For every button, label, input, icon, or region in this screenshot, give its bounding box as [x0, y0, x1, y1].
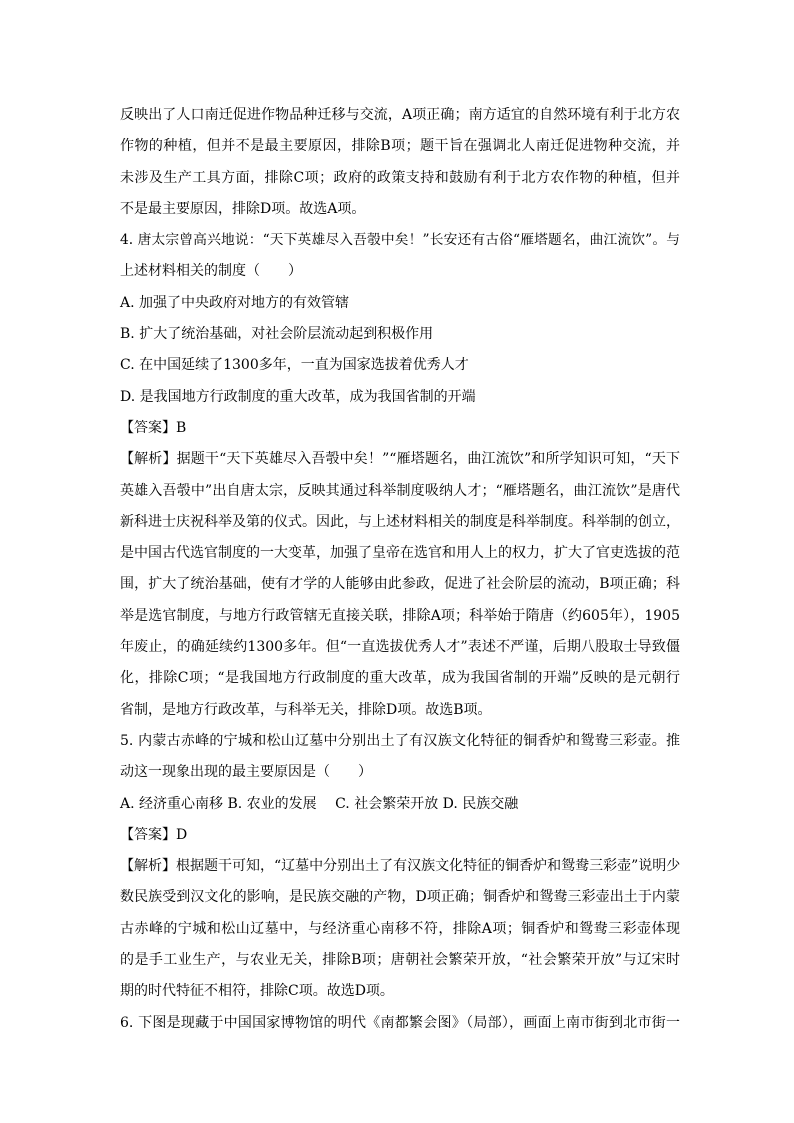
text-line: 反映出了人口南迁促进作物品种迁移与交流，A项正确；南方适宜的自然环境有利于北方农 — [120, 107, 680, 123]
text-line: 数民族受到汉文化的影响，是民族交融的产物，D项正确；铜香炉和鸳鸯三彩壶出土于内蒙 — [120, 889, 680, 906]
question-4-stem-end: 上述材料相关的制度（ ） — [120, 263, 302, 280]
question-4-option-c: C. 在中国延续了1300多年，一直为国家选拔着优秀人才 — [120, 357, 469, 374]
question-4-option-d: D. 是我国地方行政制度的重大改革，成为我国省制的开端 — [120, 388, 476, 405]
question-4-answer: 【答案】B — [120, 419, 187, 436]
text-line: 举是选官制度，与地方行政管辖无直接关联，排除A项；科举始于隋唐（约605年），1905 — [120, 607, 680, 624]
text-line: 围，扩大了统治基础，使有才学的人能够由此参政，促进了社会阶层的流动，B项正确；科 — [120, 576, 680, 593]
text-line: 不是最主要原因，排除D项。故选A项。 — [120, 200, 366, 217]
text-line: 是中国古代选官制度的一大变革，加强了皇帝在选官和用人上的权力，扩大了官吏选拔的范 — [120, 545, 680, 562]
text-line: 的是手工业生产，与农业无关，排除B项；唐朝社会繁荣开放，“社会繁荣开放”与辽宋时 — [120, 952, 680, 969]
question-5-analysis: 【解析】根据题干可知，“辽墓中分别出土了有汉族文化特征的铜香炉和鸳鸯三彩壶”说明少 — [120, 858, 681, 875]
text-line: 作物的种植，但并不是最主要原因，排除B项；题干旨在强调北人南迁促进物种交流，并 — [120, 138, 680, 155]
text-line: 期的时代特征不相符，排除C项。故选D项。 — [120, 983, 394, 1000]
question-4-option-a: A. 加强了中央政府对地方的有效管辖 — [120, 294, 350, 311]
question-4-analysis: 【解析】据题干“天下英雄尽入吾彀中矣！”“雁塔题名，曲江流饮”和所学知识可知，“天下 — [120, 451, 680, 468]
question-5-options: A. 经济重心南移 B. 农业的发展 C. 社会繁荣开放 D. 民族交融 — [120, 795, 519, 812]
question-5-stem: 5. 内蒙古赤峰的宁城和松山辽墓中分别出土了有汉族文化特征的铜香炉和鸳鸯三彩壶。推 — [120, 732, 680, 749]
question-5-stem-end: 动这一现象出现的最主要原因是（ ） — [120, 764, 372, 781]
text-line: 年废止，的确延续约1300多年。但“一直选拔优秀人才”表述不严谨，后期八股取士导致僵 — [120, 639, 680, 656]
question-6-stem: 6. 下图是现藏于中国国家博物馆的明代《南都繁会图》（局部），画面上南市街到北市街一 — [120, 1014, 680, 1031]
text-line: 未涉及生产工具方面，排除C项；政府的政策支持和鼓励有利于北方农作物的种植，但并 — [120, 169, 680, 186]
text-line: 化，排除C项；“是我国地方行政制度的重大改革，成为我国省制的开端”反映的是元朝行 — [120, 670, 680, 687]
document-body — [120, 100, 680, 1039]
question-5-answer: 【答案】D — [120, 826, 188, 843]
text-line: 古赤峰的宁城和松山辽墓中，与经济重心南移不符，排除A项；铜香炉和鸳鸯三彩壶体现 — [120, 920, 680, 937]
question-4-option-b: B. 扩大了统治基础，对社会阶层流动起到积极作用 — [120, 326, 434, 343]
text-line: 省制，是地方行政改革，与科举无关，排除D项。故选B项。 — [120, 701, 492, 718]
text-line: 英雄入吾彀中”出自唐太宗，反映其通过科举制度吸纳人才；“雁塔题名，曲江流饮”是唐代 — [120, 482, 680, 499]
text-line: 新科进士庆祝科举及第的仪式。因此，与上述材料相关的制度是科举制度。科举制的创立， — [120, 513, 680, 530]
question-4-stem: 4. 唐太宗曾高兴地说：“天下英雄尽入吾彀中矣！”长安还有古俗“雁塔题名，曲江流饮”。与 — [120, 232, 680, 249]
